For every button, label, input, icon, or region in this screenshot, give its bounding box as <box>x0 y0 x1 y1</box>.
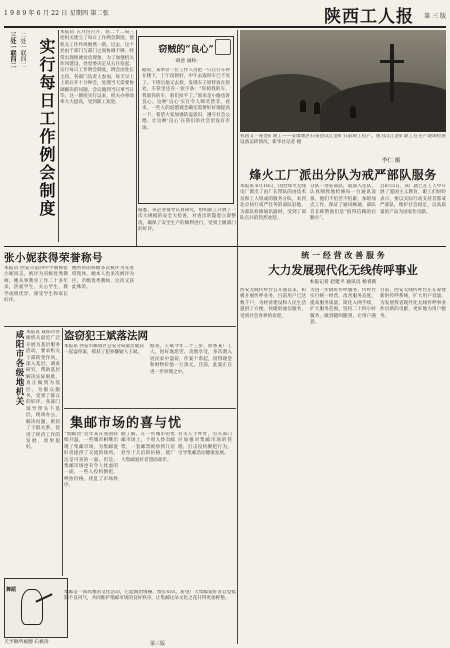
story-safety: 据悉，该企业领导认真研究，组织职工开展了一次大规模的安全大检查，对查出的隐患立即整改，确保了安全生产的顺利进行，受到上级部门的好评。 <box>138 208 236 233</box>
headline-award: 张小妮获得荣誉称号 <box>4 252 103 264</box>
column-rule <box>62 328 63 576</box>
story-stamp-col1: “集邮热”近年来在我国持续升温，一些城市相继出现了集邮市场，为集邮爱好者提供了交流的场所。这是可喜的一面。但是，集邮市场也有令人忧虑的一面，一些人投机倒把，哄抬价格，扰乱了市场秩序。 <box>64 432 118 489</box>
section-divider <box>4 326 236 327</box>
headline-paging: 大力发展现代化无线传呼事业 <box>268 263 418 277</box>
story-award <box>4 266 134 326</box>
dancer-figure <box>21 589 43 625</box>
story-award-col2: 她所带的班级多次被评为先进班集体，她本人也多次被评为区、市级优秀教师，这次又获此殊荣。 <box>72 266 134 291</box>
story-xianyang: 本报讯 咸阳市各级机关最近广泛开展为基层服务活动，要求机关干部转变作风，深入基层，调查研究，帮助基层解决实际困难，真正做到为基层、为群众服务，受到了群众的好评。各部门领导带头下基层，现场办公，解决问题，密切了干群关系，促进了经济工作的发展，效果很好。 <box>26 330 60 451</box>
column-rule <box>58 30 59 242</box>
masthead <box>4 2 446 28</box>
news-photo <box>240 30 446 132</box>
story-fenghuo-col2: 分队一进驻部队，就深入连队，认真细致地检修每一台通讯设备，他们不怕苦不怕累，加班加点工作，保证了通讯畅通，部队首长称赞他们是“值得信赖的后勤兵”。 <box>310 184 376 222</box>
page-badge: 第三版 <box>150 641 166 647</box>
page-number: 第 三 版 <box>424 13 446 20</box>
story-fenghuo-col1: 本报讯 6月18日，国营烽火无线电厂派出了由厂长带队的由技术员和工人组成的服务分队，来到北京执行戒严任务的部队驻地，为部队检修通讯器材，受到了部队官兵的热烈欢迎。 <box>240 184 306 222</box>
story-theft-col2: 据查，王斌今年二十三岁，原系某厂工人，因好逸恶劳、贪图享受，多次潜入居民家中盗窃，作案十余起，窃得现金和财物价值一万余元。目前，此案正在进一步审理之中。 <box>150 344 232 375</box>
subhead-paging: 统 一 经 营 改 善 服 务 <box>301 250 385 260</box>
story-fenghuo-col3: 自6月5日，该厂就已在工人中开展了爱国主义教育，职工们纷纷表示，要以实际行动支持首都戒严部队，维护社会稳定，以高质量的产品为国家作贡献。 <box>380 184 446 215</box>
story-stamp-col3: 有关人士呼吁，有关部门应加强对集邮市场的管理，打击投机倒把行为，引导集邮活动健康发展。 <box>178 432 232 457</box>
story-paging-col2: 为进一步搞好传呼服务，传呼台实行统一经营，改善服务态度，提高服务质量，简化入网手续，扩大服务范围，坚持二十四小时服务，做到随叫随到，让用户满意。 <box>310 288 376 326</box>
banner-subtitle-2: 二处一联四二 <box>19 32 26 68</box>
boxed-essay <box>138 36 234 204</box>
paper-title: 陕西工人报 <box>324 7 414 27</box>
ornament-icon <box>215 39 231 55</box>
story-paging-col1: 西安无线传呼台自开通以来，积极开展传呼业务，目前用户已达数千户，为经济建设和人民生活提供了方便、快捷的通信服务，受到社会各界的欢迎。 <box>240 288 306 319</box>
banner-story <box>4 30 58 242</box>
banner-headline: 实行每日工作例会制度 <box>37 38 56 218</box>
banner-subtitle: 三处一联四二 <box>9 32 16 68</box>
story-fenghuo <box>240 184 446 244</box>
photo-credit: 李仁 摄 <box>382 158 401 164</box>
byline-paging: 本报记者 赵建平 通讯员 杨青新 <box>309 280 377 285</box>
story-stamp-market <box>64 432 232 588</box>
cartoon-label: 舞蹈 <box>6 587 17 593</box>
story-theft-col1: 本报讯 西安市雁塔区公安分局最近破获一起盗窃案，抓获了犯罪嫌疑人王斌。 <box>64 344 144 356</box>
story-award-col1: 本报讯 西安市第四中学教师张小妮同志，被评为省级优秀教师。她从事教育工作二十多年来，热爱学生，关心学生，教学成绩优异，深受学生和家长好评。 <box>4 266 68 304</box>
photo-caption: 我国又一座金矿竣工——安康地区石泉县汉江金矿日前竣工投产。图为汉江金矿职工在生产现场检查设备运转情况。新华社记者 摄 <box>240 134 446 146</box>
column-rule <box>237 30 238 644</box>
story-paging-body <box>240 288 446 644</box>
essay-title: 窃贼的“良心” <box>158 45 214 55</box>
headline-stamp-market: 集邮市场的喜与忧 <box>70 416 183 431</box>
story-theft <box>64 344 232 404</box>
headline-xianyang: 咸阳市各级地机关 <box>14 330 24 406</box>
story-paging-col3: 目前，西安无线传呼台正在筹建新的传呼系统，扩大用户容量，为发展我省现代化无线传呼事业作出新的贡献，更好地为用户服务。 <box>380 288 446 319</box>
section-divider <box>4 246 446 247</box>
essay-author: ·胡意 画和· <box>174 59 198 64</box>
date-line: 1 9 8 9 年 6 月 22 日 星期四 第二张 <box>4 10 109 17</box>
section-divider <box>64 408 236 409</box>
headline-theft: 盗窃犯王斌落法网 <box>64 330 148 342</box>
headline-fenghuo: 烽火工厂派出分队为戒严部队服务 <box>249 168 437 182</box>
story-stamp-end: 集邮是一项高雅的文化活动，它能陶冶情操，增长知识。希望广大集邮爱好者自觉抵制不良风气，共同维护集邮市场的良好秩序，让集邮这朵文化之花开得更加鲜艳。 <box>64 590 236 602</box>
column-rule <box>136 30 137 246</box>
essay-text: 据说，某单位一位工作人员把一只自行车停在楼下，上午没锁好，中午去取时车已不见了。下班后他又去找，发现车子原样放在原处，车筐里还有一张字条：“你骑我的车，我骑你的车，咱们扯平了。”原来是小偷也讲良心。这种‘良心’实在令人啼笑皆非。看来，一些人的道德观念确实需要好好地提高一下，希望大家加强防盗意识，遵守社会公德，让这种‘良心’在我们的社会里没有市场。 <box>142 68 230 131</box>
story-stamp-col2: 据了解，在一些城市的集邮市场上，个别人炒卖邮票，一套邮票被炒到几倍甚至十几倍的价格，使广大集邮爱好者望而却步。 <box>121 432 175 463</box>
cartoon-caption: 天予舞所福德 石被涛 <box>4 640 49 645</box>
story-work-meeting: 本报讯 五月份召开，铁二十二局三处机关建立了每日工作例会制度，使机关工作作风焕然一新。过去，这个处由于部门与部门之间协调不够，经常出现推诿扯皮现象，为了加强机关作风建设，处党委决定从五月份起，实行每日工作例会制度，例会由处长主持，各部门负责人参加，每天早上上班后开十分钟会，处理当天需要协调解决的问题，会议做到当日事当日毕。这一制度实行以来，机关办事效率大大提高，受到职工欢迎。 <box>60 30 134 106</box>
